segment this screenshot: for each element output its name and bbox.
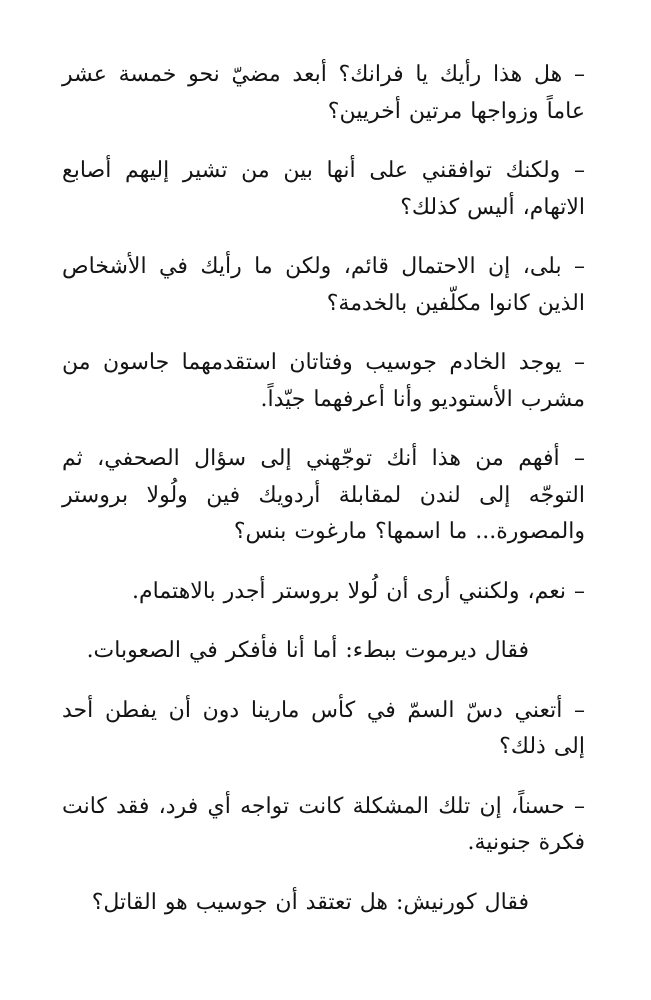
- dialogue-paragraph: – ولكنك توافقني على أنها بين من تشير إليهم أصابع الاتهام، أليس كذلك؟: [62, 158, 585, 220]
- dialogue-paragraph: – أتعني دسّ السمّ في كأس مارينا دون أن يفطن أحد إلى ذلك؟: [62, 697, 585, 759]
- dialogue-paragraph: – حسناً، إن تلك المشكلة كانت تواجه أي فرد، فقد كانت فكرة جنونية.: [62, 793, 585, 855]
- dialogue-paragraph: – نعم، ولكنني أرى أن لُولا بروستر أجدر بالاهتمام.: [132, 578, 585, 604]
- dialogue-paragraph: – يوجد الخادم جوسيب وفتاتان استقدمهما جاسون من مشرب الأستوديو وأنا أعرفهما جيّداً.: [62, 350, 585, 412]
- narration-paragraph: فقال ديرموت ببطء: أما أنا فأفكر في الصعوبات.: [86, 638, 529, 663]
- narration-paragraph: فقال كورنيش: هل تعتقد أن جوسيب هو القاتل؟: [91, 889, 529, 915]
- dialogue-paragraph: – هل هذا رأيك يا فرانك؟ أبعد مضيّ نحو خمسة عشر عاماً وزواجها مرتين أخريين؟: [62, 62, 585, 124]
- dialogue-paragraph: – بلى، إن الاحتمال قائم، ولكن ما رأيك في الأشخاص الذين كانوا مكلّفين بالخدمة؟: [62, 254, 585, 316]
- dialogue-paragraph: – أفهم من هذا أنك توجّهني إلى سؤال الصحفي، ثم التوجّه إلى لندن لمقابلة أردويك فين ولُولا بروستر والمصورة... ما اسمها؟ مارغوت بنس؟: [62, 446, 585, 544]
